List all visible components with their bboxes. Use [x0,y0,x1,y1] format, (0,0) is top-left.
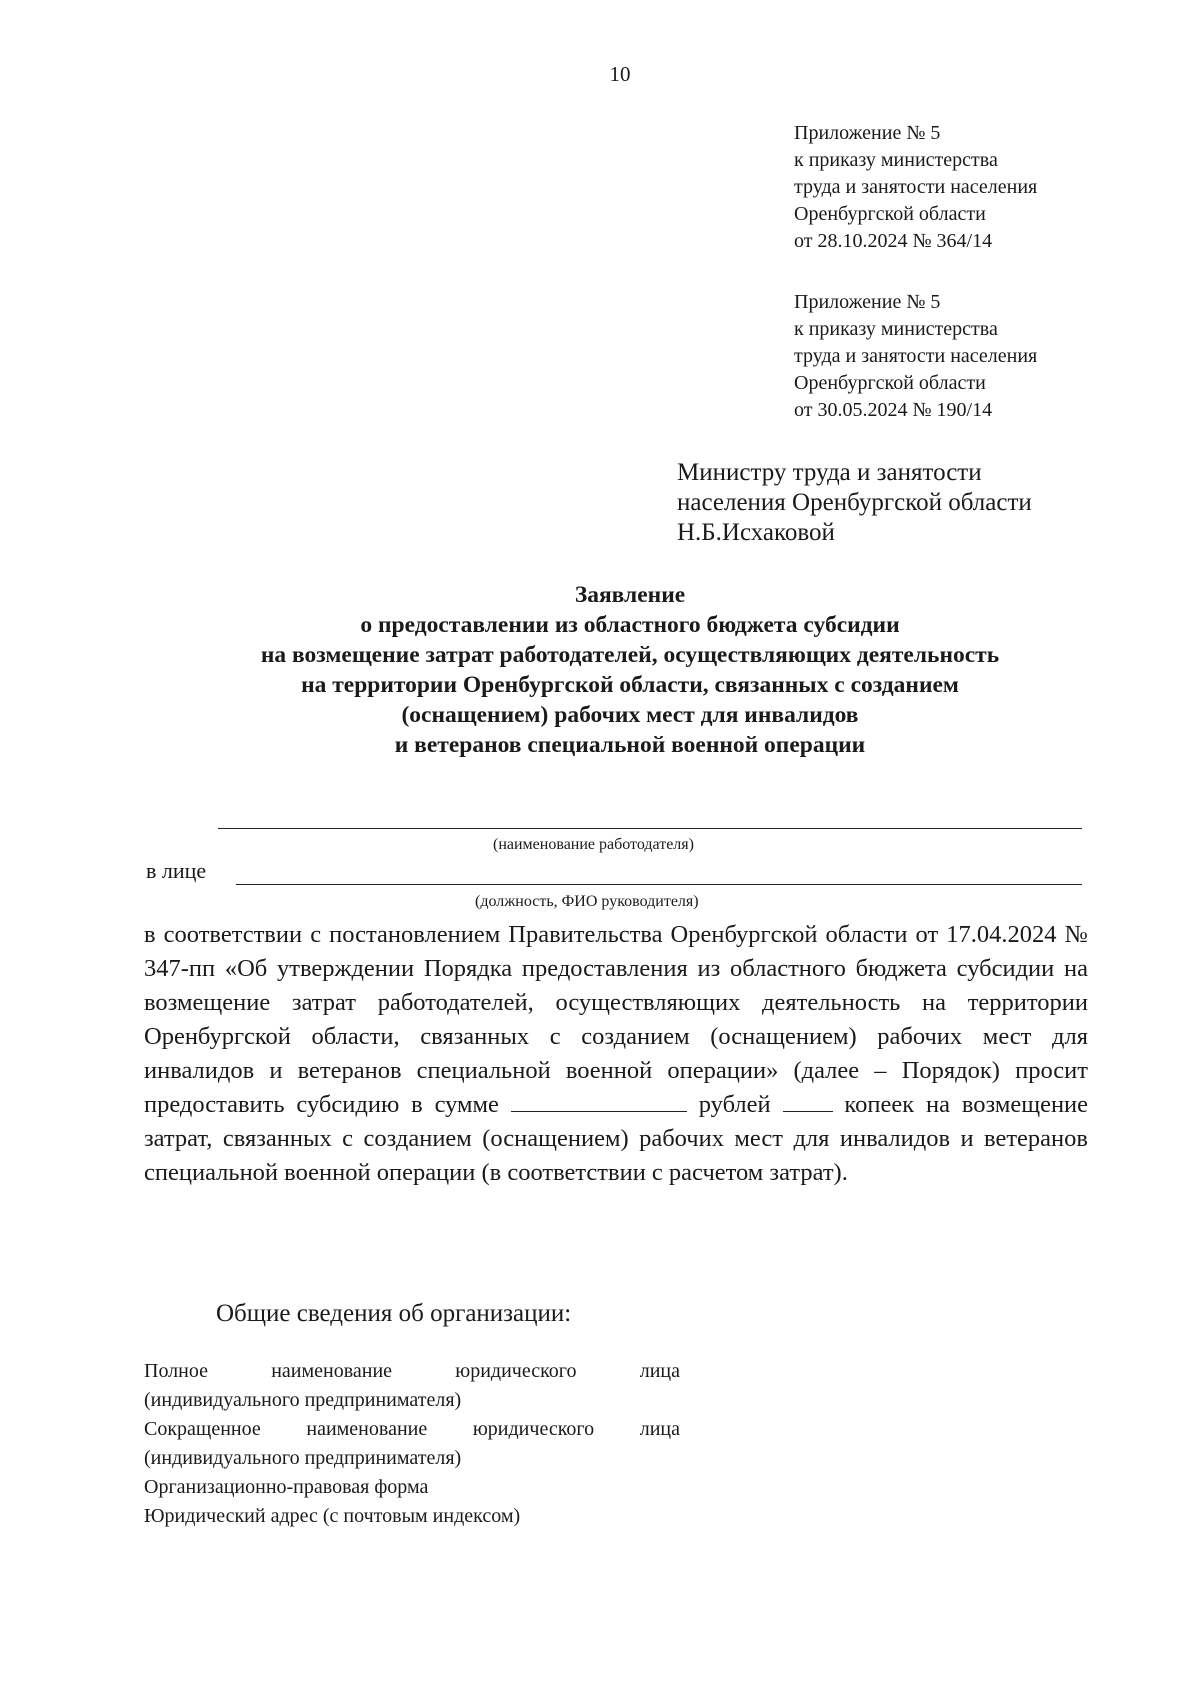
page-number: 10 [609,62,631,86]
amount-rubles-blank[interactable] [511,1091,687,1112]
appendix-line: к приказу министерства [794,318,998,340]
in-person-label: в лице [146,858,207,883]
body-part-2: копеек на возмещение затрат, связанных с созданием (оснащением) рабочих мест для инвалидов и ветеранов специальной военной операции (в соответствии с расчетом затрат). [144,1091,1089,1186]
body-part-1: в соответствии с постановлением Правительства Оренбургской области от 17.04.2024 № 347-пп «Об утверждении Порядка предоставления из областного бюджета субсидии на возмещение затрат работодателей, осуществляющих деятельность на территории Оренбургской области, связанных с созданием (оснащением) рабочих мест для инвалидов и ветеранов специальной военной операции» (далее – Порядок) просит предоставить субсидию в сумме [144,921,1088,1118]
employer-name-line[interactable] [218,828,1082,829]
title-line: и ветеранов специальной военной операции [394,732,866,758]
appendix-block-previous [794,289,1037,424]
appendix-line: Оренбургской области [794,372,986,394]
amount-kopecks-blank[interactable] [783,1091,833,1112]
org-field-full-name: Полное наименование юридического лица [144,1360,680,1382]
org-fields [144,1357,680,1531]
org-field-legal-form: Организационно-правовая форма [144,1476,429,1498]
title-line: (оснащением) рабочих мест для инвалидов [401,702,859,728]
document-title [130,580,1130,760]
appendix-line: труда и занятости населения [794,345,1038,367]
rubles-label: рублей [698,1091,771,1118]
head-name-line[interactable] [236,884,1082,885]
org-field-short-name-note: (индивидуального предпринимателя) [144,1447,462,1469]
org-field-legal-address: Юридический адрес (с почтовым индексом) [144,1505,521,1527]
head-name-caption: (должность, ФИО руководителя) [475,893,699,910]
addressee-line: Н.Б.Исхаковой [677,519,835,546]
appendix-line: труда и занятости населения [794,176,1038,198]
addressee-line: населения Оренбургской области [677,489,1032,516]
org-field-short-name: Сокращенное наименование юридического лица [144,1418,680,1440]
appendix-line: от 28.10.2024 № 364/14 [794,230,993,252]
application-body [144,918,1088,1190]
addressee [677,458,1032,548]
title-line: на возмещение затрат работодателей, осуществляющих деятельность [260,642,1000,668]
appendix-line: Приложение № 5 [794,122,941,144]
appendix-line: Приложение № 5 [794,291,941,313]
title-line: на территории Оренбургской области, связанных с созданием [301,672,959,698]
section-title: Общие сведения об организации: [216,1300,572,1327]
title-line: Заявление [574,582,686,608]
appendix-line: Оренбургской области [794,203,986,225]
employer-name-caption: (наименование работодателя) [493,836,694,853]
appendix-block-current [794,120,1037,255]
title-line: о предоставлении из областного бюджета субсидии [360,612,900,638]
addressee-line: Министру труда и занятости [677,459,982,486]
org-field-full-name-note: (индивидуального предпринимателя) [144,1389,462,1411]
appendix-line: к приказу министерства [794,149,998,171]
appendix-line: от 30.05.2024 № 190/14 [794,399,993,421]
